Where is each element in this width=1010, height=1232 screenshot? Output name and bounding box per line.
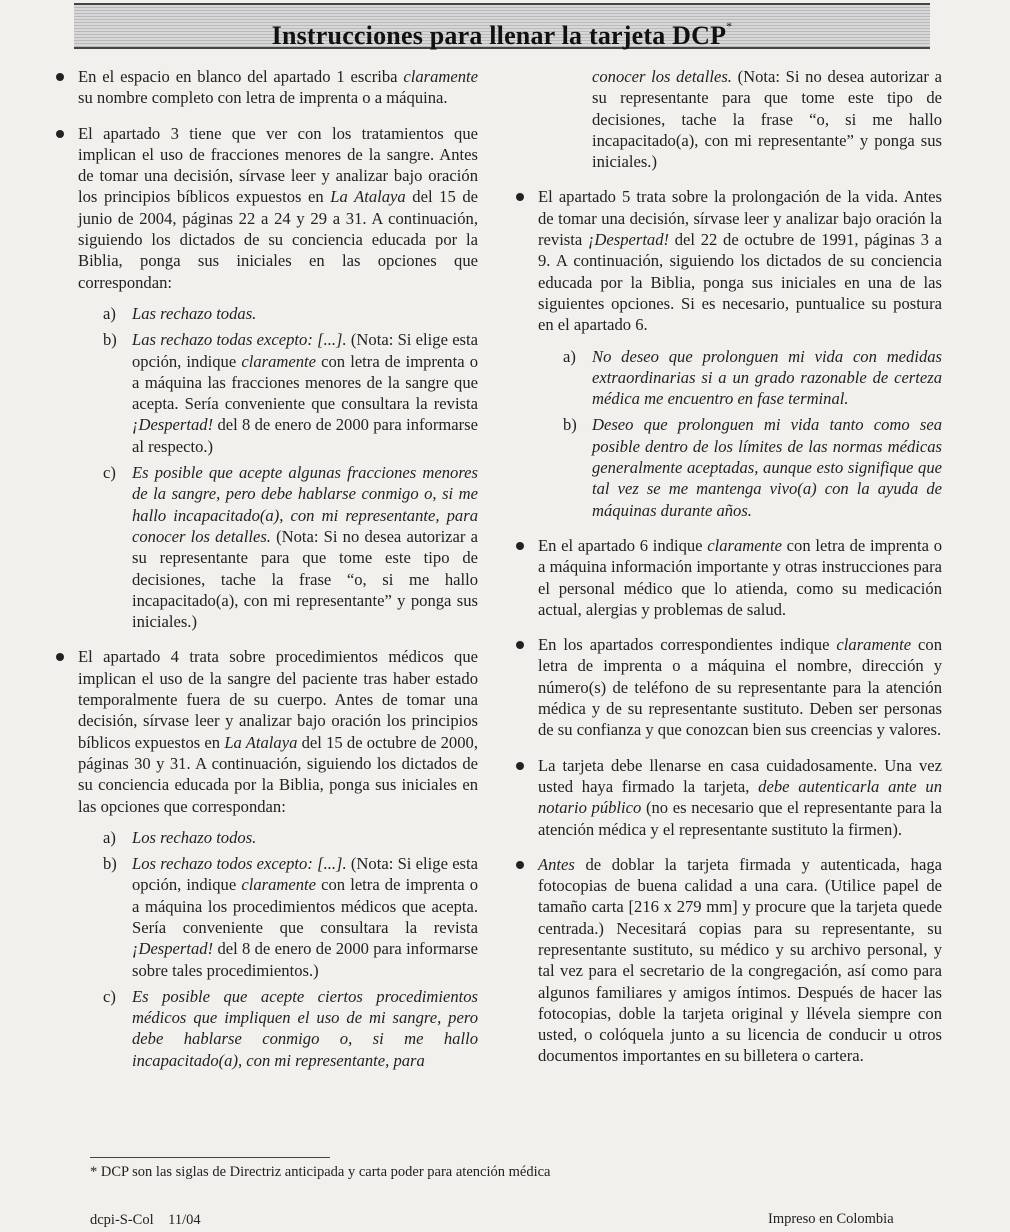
instruction-item-1: En el espacio en blanco del apartado 1 escriba claramente su nombre completo con letra de imprenta o a máquina. [56,66,478,109]
instruction-item-representatives: En los apartados correspondientes indique claramente con letra de imprenta o a máquina el nombre, dirección y número(s) de teléfono de su representante para la atención médica y de su representante sustituto. Deben ser personas de su confianza y que conozcan bien sus creencias y valores. [516,634,942,740]
left-column [56,66,478,1085]
bullet-icon [56,130,64,138]
footnote-divider [90,1157,330,1158]
option-list-5 [538,346,942,521]
bullet-icon [516,641,524,649]
instruction-item-copies: Antes de doblar la tarjeta firmada y autenticada, haga fotocopias de buena calidad a una cara. (Utilice papel de tamaño carta [216 x 279 mm] y procure que la tarjeta quede centrada.) Necesitará copias para su representante, su representante sustituto, su médico y su archivo personal, y tal vez para el secretario de la congregación, así como para algunos familiares y amigos íntimos. Después de hacer las fotocopias, doble la tarjeta original y llévela siempre con usted, o colóquela junto a su licencia de conducir u otros documentos importantes en su billetera o cartera. [516,854,942,1067]
instruction-item-5: El apartado 5 trata sobre la prolongación de la vida. Antes de tomar una decisión, sírvase leer y analizar bajo oración la revista ¡Despertad! del 22 de octubre de 1991, páginas 3 a 9. A continuación, siguiendo los dictados de su conciencia educada por la Biblia, ponga sus iniciales en una de las siguientes opciones. Si es necesario, puntualice su postura en el apartado 6. a) No deseo que prolonguen mi vida con medidas extraordinarias si a un grado razonable de certeza médica me encuentro en fase terminal. b) Deseo que prolonguen mi vida tanto como sea posible dentro de los límites de las normas médicas generalmente aceptadas, aunque esto signifique que tal vez se me mantenga vivo(a) con la ayuda de máquinas durante años. [516,186,942,520]
title-text: Instrucciones para llenar la tarjeta DCP [271,21,727,50]
bullet-icon [516,762,524,770]
bullet-icon [516,542,524,550]
option-list-3 [78,303,478,632]
option-5b: b) Deseo que prolonguen mi vida tanto como sea posible dentro de los límites de las normas médicas generalmente aceptadas, aunque esto signifique que tal vez se me mantenga vivo(a) con la ayuda de máquinas durante años. [563,415,942,520]
option-3b: b) Las rechazo todas excepto: [...]. (Nota: Si elige esta opción, indique claramente con letra de imprenta o a máquina las fracciones menores de la sangre que acepta. Sería conveniente que consultara la revista ¡Despertad! del 8 de enero de 2000 para informarse al respecto.) [103,330,478,456]
option-3a: a) Las rechazo todas. [103,303,257,323]
print-location: Impreso en Colombia [768,1211,894,1227]
instruction-item-4: El apartado 4 trata sobre procedimientos médicos que implican el uso de la sangre del paciente tras haber estado temporalmente fuera de su cuerpo. Antes de tomar una decisión, sírvase leer y analizar bajo oración los principios bíblicos expuestos en La Atalaya del 15 de octubre de 2000, páginas 30 y 31. A continuación, siguiendo los dictados de su conciencia educada por la Biblia, ponga sus iniciales en las opciones que correspondan: a) Los rechazo todos. b) Los rechazo todos excepto: [...]. (Nota: Si elige esta opción, indique claramente con letra de imprenta o a máquina los procedimientos médicos que acepta. Sería conveniente que consultara la revista ¡Despertad! del 8 de enero de 2000 para informarse sobre tales procedimientos.) c) Es posible que acepte ciertos procedimientos médicos que impliquen el uso de mi sangre, pero debe hablarse conmigo o, si me hallo incapacitado(a), con mi representante, para [56,646,478,1071]
option-3c: c) Es posible que acepte algunas fracciones menores de la sangre, pero debe hablarse conmigo o, si me hallo incapacitado(a), con mi representante, para conocer los detalles. (Nota: Si no desea autorizar a su representante para que tome este tipo de decisiones, tache la frase “o, si me hallo incapacitado(a), con mi representante” y ponga sus iniciales.) [103,463,478,632]
instruction-item-6: En el apartado 6 indique claramente con letra de imprenta o a máquina información importante y otras instrucciones para el personal médico que lo atienda, como su medicación actual, alergias y problemas de salud. [516,535,942,620]
bullet-icon [56,653,64,661]
page-title [74,5,930,57]
option-list-4 [78,827,478,1071]
bullet-icon [516,193,524,201]
title-banner [74,3,930,49]
option-4a: a) Los rechazo todos. [103,827,257,847]
option-4b: b) Los rechazo todos excepto: [...]. (Nota: Si elige esta opción, indique claramente con letra de imprenta o a máquina los procedimientos médicos que acepta. Sería conveniente que consultara la revista ¡Despertad! del 8 de enero de 2000 para informarse sobre tales procedimientos.) [103,854,478,980]
bullet-icon [516,861,524,869]
option-5a: a) No deseo que prolonguen mi vida con medidas extraordinarias si a un grado razonable de certeza médica me encuentro en fase terminal. [563,346,942,409]
bullet-icon [56,73,64,81]
document-code: dcpi-S-Col 11/04 [90,1212,201,1228]
title-footnote-mark: * [726,19,733,33]
instruction-item-3: El apartado 3 tiene que ver con los tratamientos que implican el uso de fracciones menores de la sangre. Antes de tomar una decisión, sírvase leer y analizar bajo oración los principios bíblicos expuestos en La Atalaya del 15 de junio de 2004, páginas 22 a 24 y 29 a 31. A continuación, siguiendo los dictados de su conciencia educada por la Biblia, ponga sus iniciales en las opciones que correspondan: a) Las rechazo todas. b) Las rechazo todas excepto: [...]. (Nota: Si elige esta opción, indique claramente con letra de imprenta o a máquina las fracciones menores de la sangre que acepta. Sería conveniente que consultara la revista ¡Despertad! del 8 de enero de 2000 para informarse al respecto.) c) Es posible que acepte algunas fracciones menores de la sangre, pero debe hablarse conmigo o, si me hallo incapacitado(a), con mi representante, para conocer los detalles. (Nota: Si no desea autorizar a su representante para que tome este tipo de decisiones, tache la frase “o, si me hallo incapacitado(a), con mi representante” y ponga sus iniciales.) [56,123,478,633]
right-column [516,66,942,1081]
option-4c: c) Es posible que acepte ciertos procedimientos médicos que impliquen el uso de mi sangre, pero debe hablarse conmigo o, si me hallo incapacitado(a), con mi representante, para [103,986,478,1070]
footnote: * DCP son las siglas de Directriz anticipada y carta poder para atención médica [90,1164,551,1180]
instruction-item-notary: La tarjeta debe llenarse en casa cuidadosamente. Una vez usted haya firmado la tarjeta, debe autenticarla ante un notario público (no es necesario que el representante para la atención médica y el representante sustituto la firmen). [516,755,942,840]
option-4c-continuation: conocer los detalles. (Nota: Si no desea autorizar a su representante para que tome este tipo de decisiones, tache la frase “o, si me hallo incapacitado(a), con mi representante” y ponga sus iniciales.) [592,67,942,172]
